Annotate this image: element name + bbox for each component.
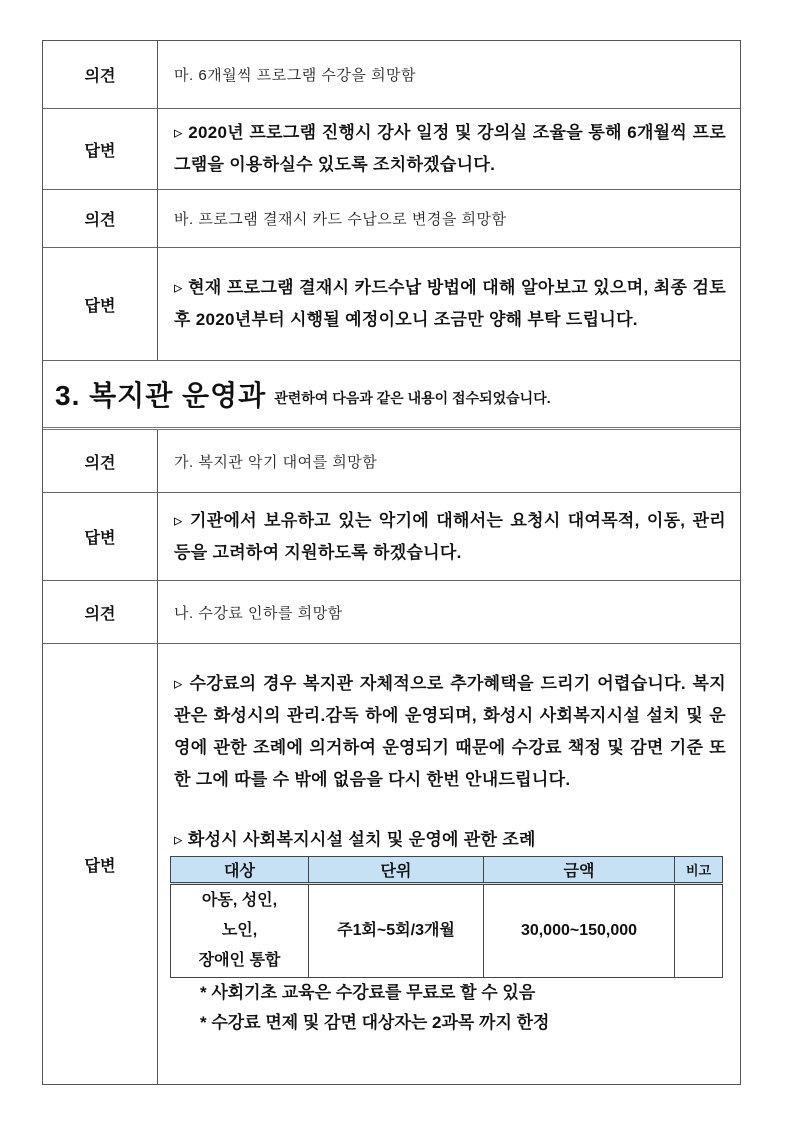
answer-row <box>43 248 740 361</box>
document-table <box>42 40 741 1085</box>
answer-row <box>43 644 740 1084</box>
answer-label: 답변 <box>43 248 158 360</box>
answer-row <box>43 493 740 581</box>
opinion-row <box>43 190 740 248</box>
amount-cell: 30,000~150,000 <box>484 884 675 978</box>
note: * 수강료 면제 및 감면 대상자는 2과목 까지 한정 <box>200 1013 550 1032</box>
table-row <box>171 884 723 978</box>
section-title: 3. 복지관 운영과 <box>55 380 267 411</box>
target-line: 아동, 성인, <box>201 892 278 909</box>
answer-row <box>43 109 740 190</box>
target-line: 장애인 통합 <box>198 952 281 969</box>
header-amount: 금액 <box>484 857 675 884</box>
opinion-label: 의견 <box>43 430 158 492</box>
opinion-label: 의견 <box>43 190 158 247</box>
opinion-text: 가. 복지관 악기 대여를 희망함 <box>174 453 378 471</box>
section-subtitle: 관련하여 다음과 같은 내용이 접수되었습니다. <box>274 390 551 406</box>
unit-cell: 주1회~5회/3개월 <box>309 884 484 978</box>
note: * 사회기초 교육은 수강료를 무료로 할 수 있음 <box>200 983 536 1002</box>
opinion-text: 바. 프로그램 결재시 카드 수납으로 변경을 희망함 <box>174 211 507 228</box>
opinion-row <box>43 41 740 109</box>
answer-label: 답변 <box>43 644 158 1084</box>
header-unit: 단위 <box>309 857 484 884</box>
target-cell <box>171 884 309 978</box>
remarks-cell <box>675 884 723 978</box>
answer-text: ▹ 기관에서 보유하고 있는 악기에 대해서는 요청시 대여목적, 이동, 관리 등을 고려하여 지원하도록 하겠습니다. <box>174 510 726 562</box>
header-remarks: 비고 <box>675 857 723 884</box>
answer-label: 답변 <box>43 493 158 580</box>
answer-text: ▹ 2020년 프로그램 진행시 강사 일정 및 강의실 조율을 통해 6개월씩 프로그램을 이용하실수 있도록 조치하겠습니다. <box>174 123 726 174</box>
answer-text: ▹ 수강료의 경우 복지관 자체적으로 추가혜택을 드리기 어렵습니다. 복지관은 화성시의 관리.감독 하에 운영되며, 화성시 사회복지시설 설치 및 운영에 관한 조례에 의거하여 운영되기 때문에 수강료 책정 및 감면 기준 또한 그에 따를 수 밖에 없음을 다시 한번 안내드립니다. <box>174 674 726 789</box>
opinion-row <box>43 430 740 493</box>
answer-text: ▹ 현재 프로그램 결재시 카드수납 방법에 대해 알아보고 있으며, 최종 검토 후 2020년부터 시행될 예정이오니 조금만 양해 부탁 드립니다. <box>174 278 726 329</box>
opinion-label: 의견 <box>43 581 158 643</box>
opinion-text: 마. 6개월씩 프로그램 수강을 희망함 <box>174 67 417 84</box>
fee-table <box>170 856 723 978</box>
opinion-text: 나. 수강료 인하를 희망함 <box>174 604 343 622</box>
header-target: 대상 <box>171 857 309 884</box>
ordinance-title: ▹ 화성시 사회복지시설 설치 및 운영에 관한 조례 <box>174 830 536 849</box>
target-line: 노인, <box>221 922 258 939</box>
opinion-row <box>43 581 740 644</box>
opinion-label: 의견 <box>43 41 158 108</box>
section-heading <box>43 361 740 430</box>
answer-label: 답변 <box>43 109 158 189</box>
